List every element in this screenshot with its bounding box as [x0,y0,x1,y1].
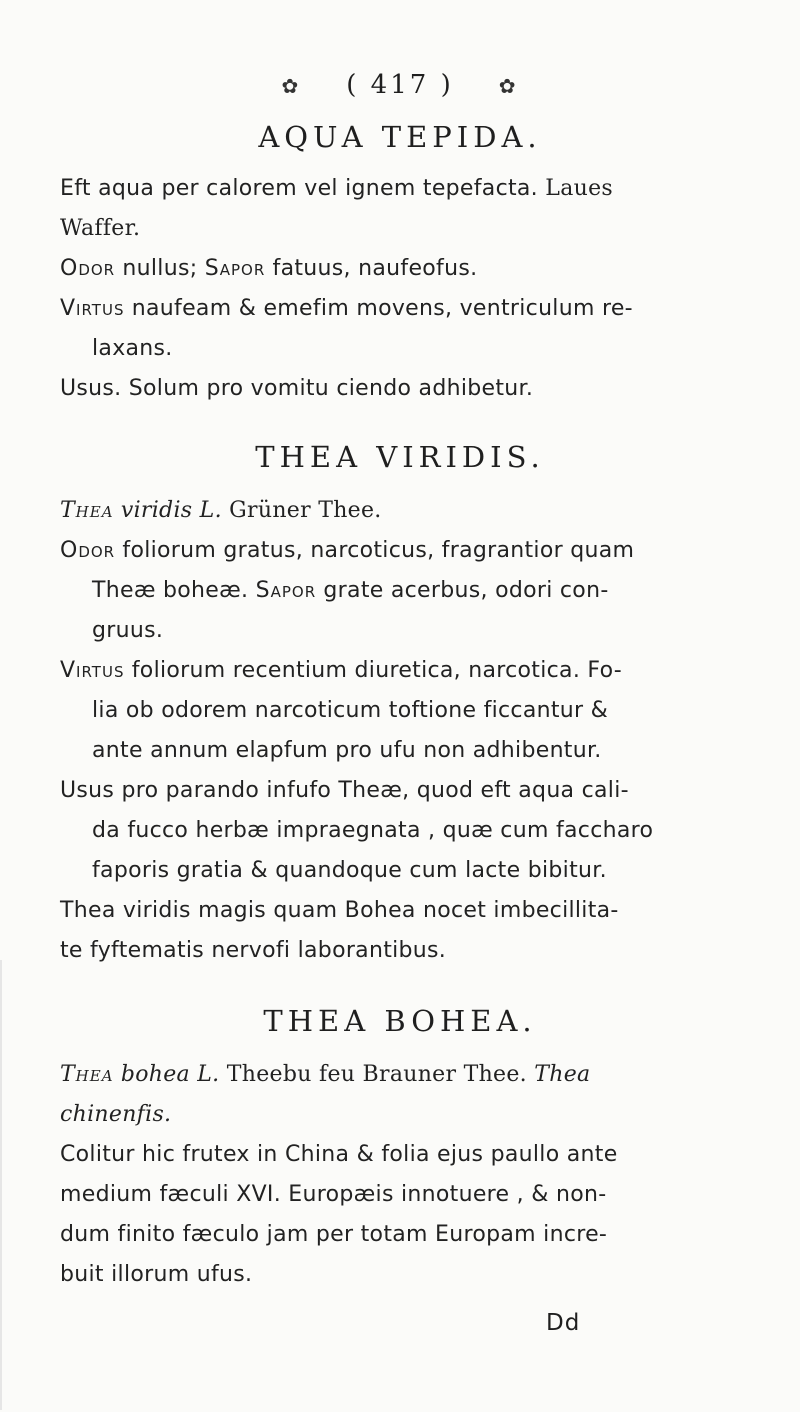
page-number: ( 417 ) [346,70,454,100]
page-header [0,70,800,100]
section-title-thea-bohea: THEA BOHEA. [263,1004,537,1038]
viridis-species: viridis L. [120,498,222,523]
aqua-virtus-cont: laxans. [92,336,173,361]
sapor-text: fatuus, naufeofus. [272,256,478,281]
bohea-line-6: buit illorum ufus. [60,1262,253,1287]
viridis-odor [60,538,634,563]
section-title-aqua-tepida: AQUA TEPIDA. [258,120,542,154]
aqua-line-1 [60,176,613,201]
section-title-thea-viridis: THEA VIRIDIS. [255,440,545,474]
aqua-odor-sapor [60,256,477,281]
usus-text: Solum pro vomitu ciendo adhibetur. [128,376,534,401]
virtus-label: Virtus [60,658,125,683]
viridis-usus [60,778,629,803]
viridis-comparison: Theæ boheæ. [92,578,249,603]
usus-text: pro parando infufo Theæ, quod eft aqua cali- [121,778,629,803]
usus-label: Usus [60,778,115,803]
viridis-line-9: faporis gratia & quandoque cum lacte bibitur. [92,858,607,883]
viridis-line-5: lia ob odorem narcoticum toftione ficcantur & [92,698,609,723]
viridis-genus: Thea [60,498,114,523]
viridis-line-10: Thea viridis magis quam Bohea nocet imbecillita- [60,898,619,923]
viridis-line-6: ante annum elapfum pro ufu non adhibentur. [92,738,602,763]
bohea-synonym-species: chinenfis. [60,1102,172,1127]
bohea-line-4: medium fæculi XVI. Europæis innotuere , & non- [60,1182,607,1207]
bohea-genus: Thea [60,1062,114,1087]
ornament-right-icon: ✿ [498,74,519,98]
bohea-german-name: Theebu feu Brauner Thee. [226,1062,527,1087]
viridis-line-2 [92,578,609,603]
virtus-text: naufeam & emefim movens, ventriculum re- [131,296,633,321]
viridis-line-8: da fucco herbæ impraegnata , quæ cum faccharo [92,818,654,843]
aqua-line-2 [60,216,140,241]
bohea-name-line [60,1062,590,1087]
odor-label: Odor [60,538,116,563]
odor-text: nullus; [122,256,198,281]
aqua-german-name: Laues [545,176,613,201]
viridis-name-line [60,498,382,523]
aqua-german-name-cont: Waffer. [60,216,141,241]
bohea-line-3: Colitur hic frutex in China & folia ejus paullo ante [60,1142,618,1167]
odor-text: foliorum gratus, narcoticus, fragrantior quam [122,538,635,563]
viridis-line-3: gruus. [92,618,164,643]
aqua-definition: Eft aqua per calorem vel ignem tepefacta. [60,176,538,201]
sapor-label: Sapor [255,578,317,603]
bohea-synonym-genus: Thea [534,1062,591,1087]
aqua-usus [60,376,533,401]
signature-mark: Dd [546,1310,581,1336]
usus-label: Usus. [60,376,122,401]
sapor-text: grate acerbus, odori con- [323,578,609,603]
bohea-species: bohea L. [120,1062,220,1087]
viridis-line-11: te fyftematis nervofi laborantibus. [60,938,447,963]
ornament-left-icon: ✿ [281,74,302,98]
aqua-virtus [60,296,633,321]
virtus-label: Virtus [60,296,125,321]
odor-label: Odor [60,256,116,281]
sapor-label: Sapor [204,256,266,281]
viridis-virtus [60,658,622,683]
virtus-text: foliorum recentium diuretica, narcotica. Fo- [131,658,622,683]
bohea-line-5: dum finito fæculo jam per totam Europam incre- [60,1222,608,1247]
viridis-german-name: Grüner Thee. [229,498,382,523]
